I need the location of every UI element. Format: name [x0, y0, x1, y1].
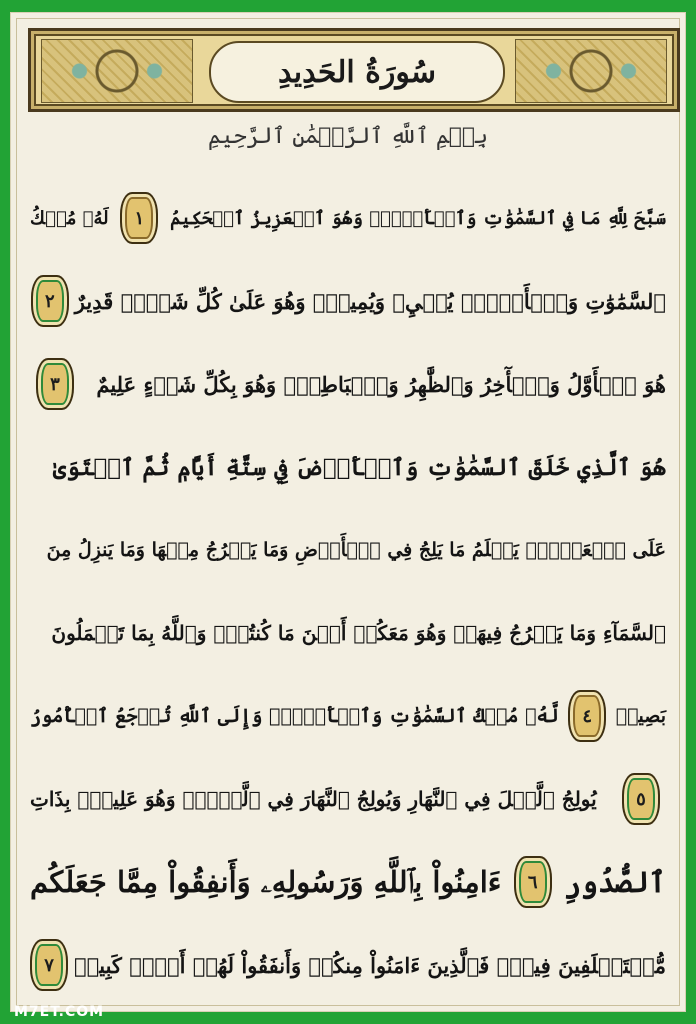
ayah-number-marker: ٣: [36, 358, 74, 410]
basmala: بِسۡمِ ٱللَّهِ ٱلرَّحۡمَٰنِ ٱلرَّحِيمِ: [207, 124, 489, 149]
verse-text: هُوَ ٱلَّذِي خَلَقَ ٱلسَّمَٰوَٰتِ وَٱلۡأَرۡضَ فِي سِتَّةِ أَيَّامٖ ثُمَّ ٱسۡتَوَىٰ: [52, 453, 666, 481]
verse-text: هُوَ ٱلۡأَوَّلُ وَٱلۡأٓخِرُ وَٱلظَّٰهِرُ وَٱلۡبَاطِنُۖ وَهُوَ بِكُلِّ شَيۡءٍ عَلِيمٌ: [96, 371, 666, 397]
verse-line: [30, 348, 666, 420]
verse-text: ٱلسَّمَٰوَٰتِ وَٱلۡأَرۡضِۖ يُحۡيِۦ وَيُمِيتُۖ وَهُوَ عَلَىٰ كُلِّ شَيۡءٖ قَدِيرٌ: [74, 288, 666, 314]
verse-line: [30, 680, 666, 752]
watermark: M7ET.COM: [14, 1004, 105, 1020]
verse-line: [30, 431, 666, 503]
verse-text: ءَامِنُواْ بِٱللَّهِ وَرَسُولِهِۦ وَأَنفِقُواْ مِمَّا جَعَلَكُم: [30, 864, 502, 899]
verse-line: [30, 846, 666, 918]
verse-line: [30, 763, 666, 835]
verse-line: [30, 265, 666, 337]
verse-text: لَهُۥ مُلۡكُ: [30, 207, 109, 229]
mushaf-page: [10, 12, 686, 1012]
verse-text: لَّهُۥ مُلۡكُ ٱلسَّمَٰوَٰتِ وَٱلۡأَرۡضِۚ وَإِلَى ٱللَّهِ تُرۡجَعُ ٱلۡأُمُورُ: [30, 705, 559, 727]
verse-lines: [10, 12, 686, 1012]
verse-line: [30, 182, 666, 254]
verse-text: ٱلصُّدُورِ: [564, 865, 666, 899]
ayah-number-marker: ٦: [514, 856, 552, 908]
verse-text: ٱلسَّمَآءِ وَمَا يَعۡرُجُ فِيهَاۖ وَهُوَ مَعَكُمۡ أَيۡنَ مَا كُنتُمۡۚ وَٱللَّهُ بِمَا تَعۡمَلُونَ: [51, 621, 666, 645]
verse-text: سَبَّحَ لِلَّهِ مَا فِي ٱلسَّمَٰوَٰتِ وَٱلۡأَرۡضِۖ وَهُوَ ٱلۡعَزِيزُ ٱلۡحَكِيمُ: [170, 207, 666, 229]
ayah-number-marker: ٢: [31, 275, 69, 327]
verse-line: [30, 514, 666, 586]
verse-text: يُولِجُ ٱلَّيۡلَ فِي ٱلنَّهَارِ وَيُولِجُ ٱلنَّهَارَ فِي ٱلَّيۡلِۚ وَهُوَ عَلِيمُۢ بِذَاتِ: [30, 787, 597, 811]
verse-line: [30, 929, 666, 1001]
ayah-number-marker: ٧: [30, 939, 68, 991]
ayah-number-marker: ١: [120, 192, 158, 244]
surah-title: سُورَةُ الحَدِيدِ: [278, 54, 436, 90]
ayah-number-marker: ٤: [568, 690, 606, 742]
verse-line: [30, 597, 666, 669]
verse-text: مُّسۡتَخۡلَفِينَ فِيهِۖ فَٱلَّذِينَ ءَامَنُواْ مِنكُمۡ وَأَنفَقُواْ لَهُمۡ أَجۡرٞ كَبِيرٞ: [74, 952, 666, 978]
ayah-number-marker: ٥: [622, 773, 660, 825]
verse-text: بَصِيرٞ: [615, 705, 666, 727]
verse-text: عَلَى ٱلۡعَرۡشِۚ يَعۡلَمُ مَا يَلِجُ فِي ٱلۡأَرۡضِ وَمَا يَخۡرُجُ مِنۡهَا وَمَا يَنزِلُ مِنَ: [46, 539, 666, 561]
